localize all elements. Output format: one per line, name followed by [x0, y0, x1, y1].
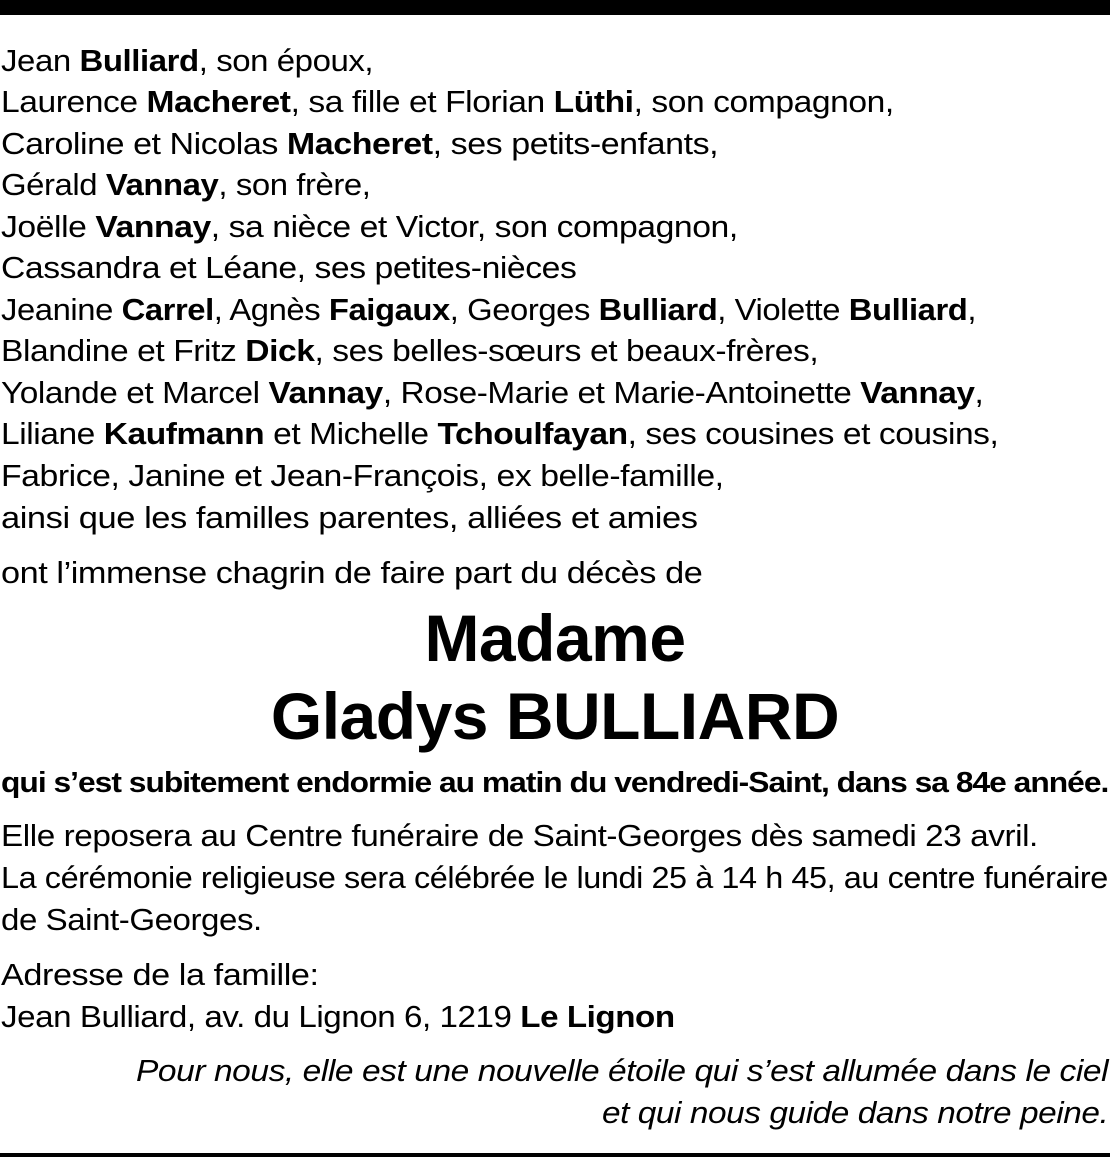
text-segment: Jeanine	[1, 292, 122, 327]
mourner-line	[1, 375, 983, 411]
text-segment: , ses petits-enfants,	[432, 126, 719, 161]
text-segment: , son frère,	[218, 167, 371, 202]
text-segment: , son compagnon,	[633, 84, 894, 119]
mourner-line	[1, 250, 576, 286]
surname: Macheret	[286, 126, 433, 161]
quote-line: et qui nous guide dans notre peine.	[601, 1095, 1108, 1130]
ceremony-line: La cérémonie religieuse sera célébrée le lundi 25 à 14 h 45, au centre funéraire	[1, 860, 1108, 895]
mourner-line	[1, 458, 724, 494]
surname: Vannay	[95, 209, 211, 244]
text-segment: Laurence	[1, 84, 147, 119]
surname: Dick	[245, 333, 315, 368]
deceased-name: Gladys BULLIARD	[270, 679, 840, 753]
text-segment: , sa nièce et Victor, son compagnon,	[210, 209, 738, 244]
mourner-line	[1, 333, 818, 369]
quote-line: Pour nous, elle est une nouvelle étoile qui s’est allumée dans le ciel	[135, 1053, 1108, 1088]
surname: Lüthi	[553, 84, 634, 119]
surname: Carrel	[121, 292, 214, 327]
text-segment: ,	[974, 375, 984, 410]
surname: Vannay	[105, 167, 219, 202]
text-segment: , ses cousines et cousins,	[627, 416, 999, 451]
text-segment: ainsi que les familles parentes, alliées et amies	[1, 500, 698, 535]
mourner-line	[1, 416, 998, 452]
address-street: Jean Bulliard, av. du Lignon 6, 1219	[1, 999, 521, 1034]
deceased-title: Madame	[424, 601, 686, 675]
top-rule	[0, 0, 1110, 15]
mourner-line	[1, 84, 894, 120]
mourner-line	[1, 167, 370, 203]
text-segment: , son époux,	[198, 43, 374, 78]
mourner-line	[1, 292, 976, 328]
text-segment: Caroline et Nicolas	[1, 126, 287, 161]
surname: Bulliard	[848, 292, 968, 327]
death-notice-line: qui s’est subitement endormie au matin du vendredi-Saint, dans sa 84e année.	[1, 767, 1109, 799]
text-segment: Jean	[1, 43, 80, 78]
text-segment: , Agnès	[213, 292, 329, 327]
surname: Macheret	[146, 84, 291, 119]
surname: Bulliard	[79, 43, 199, 78]
address-heading: Adresse de la famille:	[1, 957, 319, 992]
text-segment: ,	[967, 292, 977, 327]
text-segment: , Rose-Marie et Marie-Antoinette	[382, 375, 861, 410]
surname: Bulliard	[598, 292, 718, 327]
text-segment: , sa fille et Florian	[290, 84, 554, 119]
text-segment: , Violette	[717, 292, 849, 327]
text-segment: , ses belles-sœurs et beaux-frères,	[314, 333, 819, 368]
surname: Faigaux	[328, 292, 450, 327]
mourner-line	[1, 500, 698, 536]
surname: Kaufmann	[103, 416, 265, 451]
ceremony-line: de Saint-Georges.	[1, 902, 262, 937]
text-segment: Gérald	[1, 167, 106, 202]
mourner-line	[1, 43, 373, 79]
text-segment: Liliane	[1, 416, 104, 451]
surname: Vannay	[268, 375, 383, 410]
text-segment: Cassandra et Léane, ses petites-nièces	[1, 250, 577, 285]
bottom-rule	[0, 1153, 1110, 1157]
text-segment: Yolande et Marcel	[1, 375, 269, 410]
mourner-line	[1, 209, 738, 245]
announcement-text: ont l’immense chagrin de faire part du décès de	[1, 555, 703, 590]
surname: Tchoulfayan	[437, 416, 628, 451]
address-line	[1, 999, 675, 1035]
text-segment: Blandine et Fritz	[1, 333, 246, 368]
text-segment: Fabrice, Janine et Jean-François, ex belle-famille,	[1, 458, 724, 493]
text-segment: Joëlle	[1, 209, 96, 244]
text-segment: et Michelle	[264, 416, 438, 451]
surname: Vannay	[860, 375, 975, 410]
ceremony-line: Elle reposera au Centre funéraire de Saint-Georges dès samedi 23 avril.	[1, 818, 1038, 853]
mourner-line	[1, 126, 718, 162]
address-locality: Le Lignon	[520, 999, 675, 1034]
text-segment: , Georges	[449, 292, 599, 327]
